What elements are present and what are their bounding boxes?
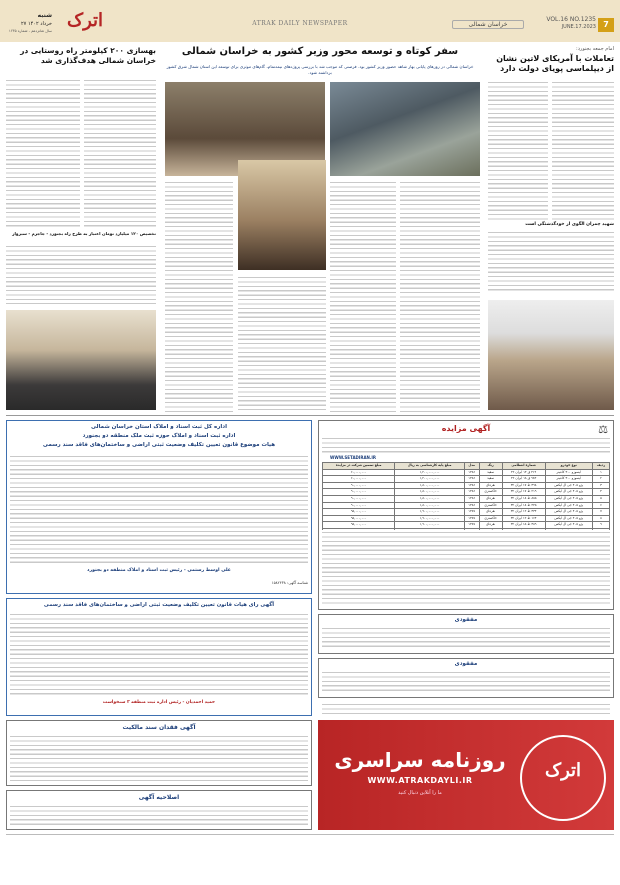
auction-cell: ۱,۹۰۰,۰۰۰,۰۰۰ [395, 522, 465, 529]
footer-promo-title: روزنامه سراسری [334, 748, 506, 772]
left-subhead: تخصیص ۱۲۰ میلیارد تومان اعتبار به طرح راه بجنورد - جاجرم - سبزوار [12, 231, 156, 236]
auction-cell: نقره‌ای [479, 522, 502, 529]
footer-promo-logo-text: اترک [544, 760, 582, 781]
left-body-col2 [6, 78, 80, 228]
auction-cell: ۱,۲۰۰,۰۰۰,۰۰۰ [395, 469, 465, 476]
auction-cell: ۴۱۴ ق ۱۴ ایران ۴۲ [502, 469, 545, 476]
auction-cell: ۹۸۳ ق ۱۸ ایران ۴۲ [502, 476, 545, 483]
left-body-col1 [84, 78, 156, 228]
main-body-col1 [400, 180, 480, 412]
auction-cell: ۹۰,۰۰۰,۰۰۰ [323, 482, 395, 489]
auction-cell: ۱,۸۰۰,۰۰۰,۰۰۰ [395, 482, 465, 489]
auction-cell: ۹۵,۰۰۰,۰۰۰ [323, 509, 395, 516]
auction-terms [322, 530, 610, 606]
page-number-badge: 7 [598, 18, 614, 32]
bottom-strip [6, 834, 614, 835]
auction-cell: ۱۳۸۷ [464, 522, 479, 529]
small-ad-3-body [322, 702, 610, 716]
auction-row [323, 502, 610, 509]
main-body-col3 [238, 275, 326, 412]
auction-cell: ۹ [592, 522, 609, 529]
right-body-col2 [488, 80, 548, 220]
auction-cell: ۱,۹۰۰,۰۰۰,۰۰۰ [395, 509, 465, 516]
auction-cell: ۳۸۹ ط ۱۵ ایران ۳۲ [502, 522, 545, 529]
right-subhead: شهید چمران الگوی از خودگذشتگی است [525, 222, 614, 227]
footer-promo-tagline: ما را آنلاین دنبال کنید [398, 790, 442, 796]
registry-code: شناسه آگهی: ۱۵۸۲۴۳۸ [271, 580, 308, 585]
day-label: شنبه [37, 12, 52, 19]
council-signer: حمید احمدیان - رئیس اداره ثبت منطقه ۲ سنخواست [102, 700, 216, 705]
issue-info: VOL.16 NO.1235 [546, 16, 596, 23]
auction-cell: ۶۰,۰۰۰,۰۰۰ [323, 476, 395, 483]
auction-title: آگهی مزایده [441, 424, 491, 433]
auction-cell: ۱۳۸۶ [464, 495, 479, 502]
auction-cell: ۲ [592, 476, 609, 483]
auction-cell: ۷ [592, 509, 609, 516]
lost-deed-body [10, 734, 308, 782]
auction-row [323, 522, 610, 529]
left-body-col3 [6, 244, 156, 304]
registry-body [10, 454, 308, 564]
main-photo-minister [330, 82, 480, 176]
right-photo-imam [488, 300, 614, 410]
auction-cell: ۱,۸۰۰,۰۰۰,۰۰۰ [395, 502, 465, 509]
auction-column-header: شماره انتظامی [502, 463, 545, 470]
auction-cell: پژو ۴۰۵ جی ال ایکس [545, 495, 592, 502]
auction-row [323, 509, 610, 516]
auction-cell: ۶۰,۰۰۰,۰۰۰ [323, 469, 395, 476]
auction-row [323, 476, 610, 483]
right-kicker: امام جمعه بجنورد: [576, 46, 614, 52]
registry-title-1: اداره کل ثبت اسناد و املاک استان خراسان شمالی [90, 424, 228, 430]
left-headline: بهسازی ۲۰۰ کیلومتر راه روستایی در خراسان شمالی هدف‌گذاری شد [20, 46, 156, 65]
main-lead: خراسان شمالی در روزهای پایانی بهار شاهد حضور وزیر کشور بود. فرصتی که موجب شد با بررسی پروژه‌های نیمه‌تمام، گام‌های موثری برای توسعه این استان شمال شرق کشور برداشته شود. [166, 64, 474, 75]
auction-cell: نقره‌ای [479, 495, 502, 502]
auction-cell: ۱۳۸۶ [464, 476, 479, 483]
auction-cell: ۸۸۵ ط ۱۸ ایران ۳۲ [502, 495, 545, 502]
auction-cell: پژو ۴۰۵ جی ال ایکس [545, 489, 592, 496]
auction-cell: خاکستری [479, 502, 502, 509]
paper-name-en: ATRAK DAILY NEWSPAPER [252, 20, 348, 27]
auction-cell: ۵ [592, 495, 609, 502]
auction-row [323, 515, 610, 522]
auction-website[interactable]: WWW.SETADIRAN.IR [330, 455, 376, 460]
year-info: سال شانزدهم - شماره ۱۲۳۵ [8, 29, 52, 33]
auction-cell: ۹۵,۰۰۰,۰۰۰ [323, 522, 395, 529]
right-body-col3 [488, 230, 614, 292]
footer-promo-url[interactable]: WWW.ATRAKDAYLI.IR [367, 776, 473, 785]
scales-of-justice-icon: ⚖ [598, 423, 608, 436]
auction-cell: ۱۶۴ ط ۱۲ ایران ۳۲ [502, 515, 545, 522]
auction-cell: نقره‌ای [479, 482, 502, 489]
auction-cell: خاکستری [479, 489, 502, 496]
main-headline: سفر کوتاه و توسعه محور وزیر کشور به خراسان شمالی [181, 46, 459, 57]
auction-cell: ۸ [592, 515, 609, 522]
section-label: خراسان شمالی [452, 20, 524, 29]
auction-column-header: نوع خودرو [545, 463, 592, 470]
auction-cell: خاکستری [479, 515, 502, 522]
auction-cell: پژو ۴۰۵ جی ال ایکس [545, 482, 592, 489]
auction-row [323, 482, 610, 489]
auction-cell: ۱ [592, 469, 609, 476]
date-fa: ۲۷ خرداد ۱۴۰۲ [21, 21, 52, 27]
main-body-col4 [165, 180, 233, 412]
auction-cell: ۳۳۴ ط ۱۲ ایران ۳۲ [502, 509, 545, 516]
auction-cell: ۱۳۸۶ [464, 502, 479, 509]
auction-cell: ۹۰,۰۰۰,۰۰۰ [323, 495, 395, 502]
auction-row [323, 469, 610, 476]
small-ad-1-body [322, 626, 610, 650]
small-ad-2-body [322, 670, 610, 694]
auction-cell: سفید [479, 469, 502, 476]
auction-column-header: مبلغ پایه کارشناسی به ریال [395, 463, 465, 470]
correction-title: اصلاحیه آگهی [138, 794, 180, 801]
auction-cell: پژو ۴۰۵ جی ال ایکس [545, 515, 592, 522]
auction-cell: پژو ۴۰۵ جی ال ایکس [545, 522, 592, 529]
auction-column-header: مدل [464, 463, 479, 470]
masthead-logo: اترک [66, 10, 104, 31]
auction-row [323, 489, 610, 496]
date-en: JUNE.17.2023 [561, 24, 596, 30]
main-body-col2 [330, 180, 396, 412]
auction-cell: پژو ۴۰۵ جی ال ایکس [545, 509, 592, 516]
auction-cell: ایسوزو ۳۰۰ کانتینر [545, 476, 592, 483]
auction-cell: ۳ [592, 482, 609, 489]
council-body [10, 612, 308, 696]
auction-cell: ۹۵,۰۰۰,۰۰۰ [323, 515, 395, 522]
right-headline: تعاملات با آمریکای لاتین نشان از دیپلماسی پویای دولت دارد [496, 54, 614, 73]
auction-cell: نقره‌ای [479, 509, 502, 516]
auction-cell: ۶ [592, 502, 609, 509]
auction-cell: ۱,۸۰۰,۰۰۰,۰۰۰ [395, 489, 465, 496]
auction-column-header: ردیف [592, 463, 609, 470]
auction-column-header: رنگ [479, 463, 502, 470]
auction-cell: ۱۳۸۶ [464, 489, 479, 496]
auction-cell: پژو ۴۰۵ جی ال ایکس [545, 502, 592, 509]
small-ad-1-title: مفقودی [454, 617, 478, 623]
small-ad-2-title: مفقودی [454, 661, 478, 667]
auction-cell: ۱۳۸۷ [464, 515, 479, 522]
auction-cell: ۲۱۹ ط ۱۷ ایران ۳۲ [502, 489, 545, 496]
lost-deed-title: آگهی فقدان سند مالکیت [122, 724, 196, 731]
auction-row [323, 495, 610, 502]
registry-title-3: هیات موضوع قانون تعیین تکلیف وضعیت ثبتی اراضی و ساختمان‌های فاقد سند رسمی [42, 442, 276, 448]
registry-signer: علی اوسط رستمی - رئیس ثبت اسناد و املاک منطقه دو بجنورد [87, 568, 231, 573]
correction-body [10, 804, 308, 826]
auction-cell: سفید [479, 476, 502, 483]
auction-cell: ۴۴۵ ط ۱۸ ایران ۳۲ [502, 502, 545, 509]
auction-cell: ۱۳۸۶ [464, 469, 479, 476]
auction-cell: ایسوزو ۳۰۰ کانتینر [545, 469, 592, 476]
auction-cell: ۱,۸۰۰,۰۰۰,۰۰۰ [395, 495, 465, 502]
auction-cell: ۱۳۸۷ [464, 509, 479, 516]
auction-cell: ۴ [592, 489, 609, 496]
section-divider [6, 415, 614, 416]
auction-table-wrap [322, 462, 610, 536]
auction-cell: ۱,۲۰۰,۰۰۰,۰۰۰ [395, 476, 465, 483]
auction-cell: ۳۹۸ ط ۱۷ ایران ۳۲ [502, 482, 545, 489]
main-photo-portrait [238, 160, 326, 270]
council-title: آگهی رای هیات قانون تعیین تکلیف وضعیت ثبتی اراضی و ساختمان‌های فاقد سند رسمی [43, 602, 275, 608]
auction-table [322, 462, 610, 536]
auction-intro [322, 436, 610, 454]
auction-cell: ۹۰,۰۰۰,۰۰۰ [323, 502, 395, 509]
left-photo-official [6, 310, 156, 410]
right-body-col1 [552, 80, 614, 220]
auction-cell: ۹۰,۰۰۰,۰۰۰ [323, 489, 395, 496]
auction-column-header: مبلغ تضمین شرکت در مزایده [323, 463, 395, 470]
auction-cell: ۱۳۸۶ [464, 482, 479, 489]
registry-title-2: اداره ثبت اسناد و املاک حوزه ثبت ملک منطقه دو بجنورد [82, 433, 236, 439]
auction-cell: ۱,۹۰۰,۰۰۰,۰۰۰ [395, 515, 465, 522]
